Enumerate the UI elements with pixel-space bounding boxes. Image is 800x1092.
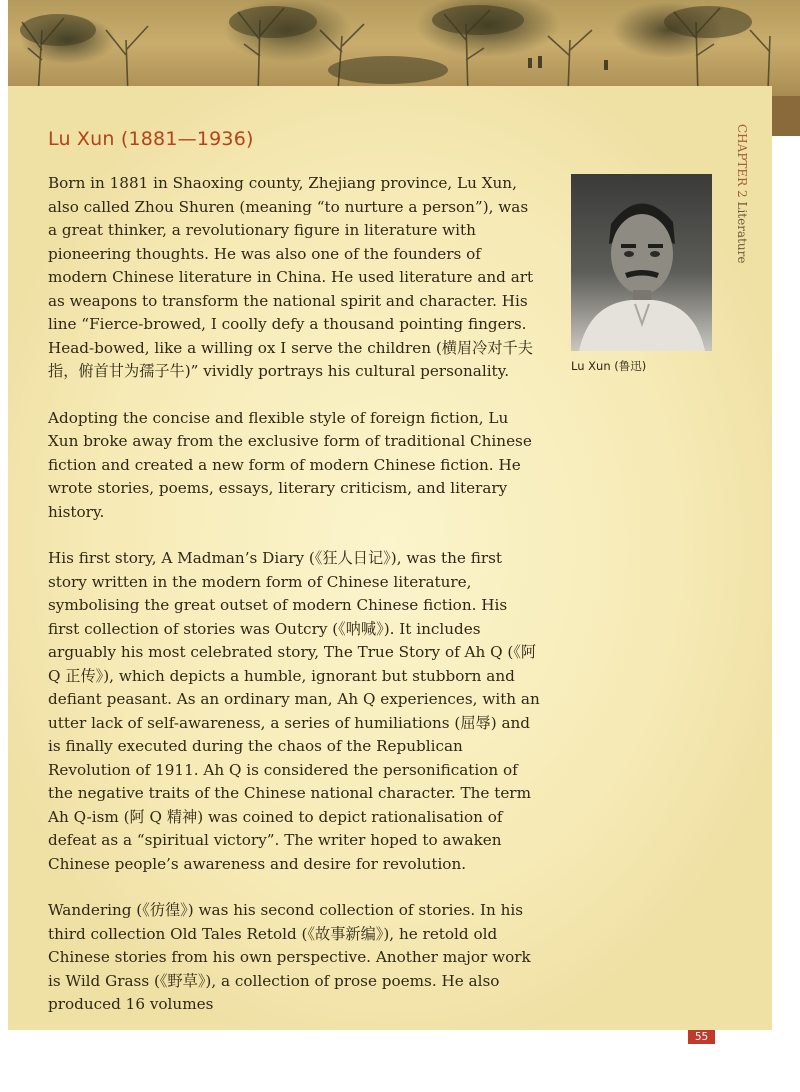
paragraph: Wandering (《彷徨》) was his second collection of stories. In his third collection Old Tales Retold (《故事新编》), he retold old Chinese stories from his own perspective. Another major work is Wild Grass (《野草》), a collection of prose poems. He also produced 16 volumes xyxy=(48,901,531,1013)
section-heading: Lu Xun (1881—1936) xyxy=(48,128,254,150)
paragraph: Born in 1881 in Shaoxing county, Zhejiang province, Lu Xun, also called Zhou Shuren (meaning “to nurture a person”), was a great thinker, a revolutionary figure in literature with pioneering thoughts. He was also one of the founders of modern Chinese literature in China. He used literature and art as weapons to transform the national spirit and character. His line “Fierce-browed, I coolly defy a thousand pointing fingers. Head-bowed, like a willing ox I serve the children (横眉冷对千夫指，俯首甘为孺子牛)” vividly portrays his cultural personality. xyxy=(48,174,534,380)
portrait-caption: Lu Xun (鲁迅) xyxy=(571,359,647,373)
chapter-title: Literature xyxy=(735,201,749,264)
chapter-side-label xyxy=(735,124,749,263)
lu-xun-portrait xyxy=(571,174,712,351)
page-number: 55 xyxy=(688,1030,715,1044)
paragraph: His first story, A Madman’s Diary (《狂人日记》), was the first story written in the modern form of Chinese literature, symbolising the great outset of modern Chinese fiction. His first collection of stories was Outcry (《呐喊》). It includes arguably his most celebrated story, The True Story of Ah Q (《阿 Q 正传》), which depicts a humble, ignorant but stubborn and defiant peasant. As an ordinary man, Ah Q experiences, with an utter lack of self-awareness, a series of humiliations (屈辱) and is finally executed during the chaos of the Republican Revolution of 1911. Ah Q is considered the personification of the negative traits of the Chinese national character. The term Ah Q-ism (阿 Q 精神) was coined to depict rationalisation of defeat as a “spiritual victory”. The writer hoped to awaken Chinese people’s awareness and desire for revolution. xyxy=(48,549,540,873)
chapter-number: CHAPTER 2 xyxy=(735,124,749,198)
article-body xyxy=(48,172,540,1040)
paragraph: Adopting the concise and flexible style of foreign fiction, Lu Xun broke away from the exclusive form of traditional Chinese fiction and created a new form of modern Chinese fiction. He wrote stories, poems, essays, literary criticism, and literary history. xyxy=(48,408,532,521)
landscape-painting-icon xyxy=(8,0,800,96)
portrait-photo-icon xyxy=(571,174,712,351)
decorative-painting-banner xyxy=(8,0,800,96)
chapter-tab-strip xyxy=(772,96,800,136)
